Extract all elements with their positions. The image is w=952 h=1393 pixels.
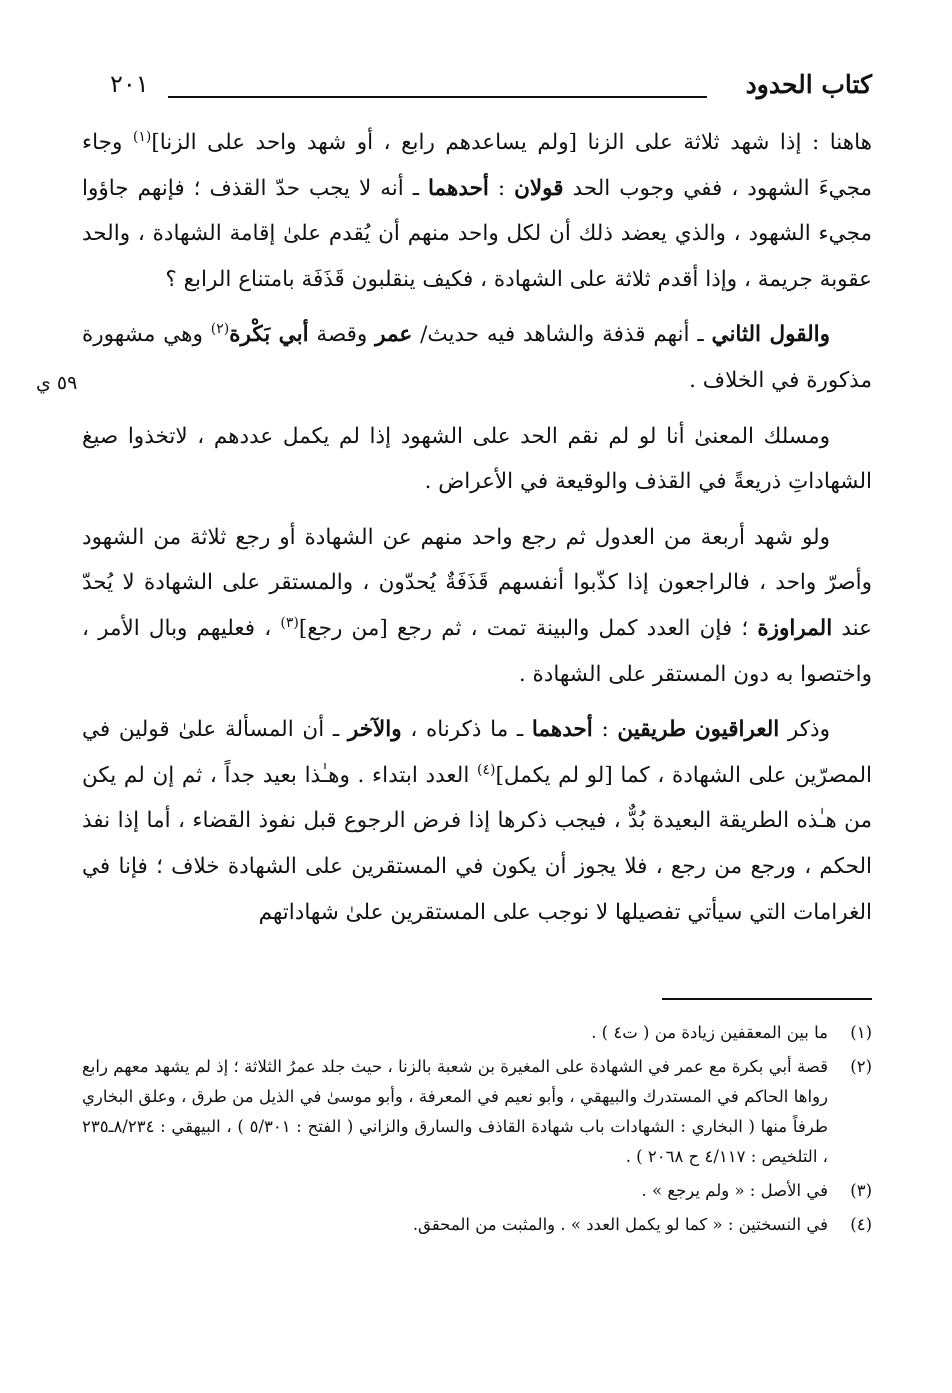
footnote-3 xyxy=(82,1176,872,1206)
footnote-separator xyxy=(662,998,872,1000)
text-run: هاهنا : إذا شهد ثلاثة على الزنا [ولم يساعدهم رابع ، أو شهد واحد على الزنا] xyxy=(151,130,872,155)
bold-term: أبي بَكْرة xyxy=(229,322,309,348)
paragraph-5 xyxy=(82,707,872,935)
bold-term: أحدهما xyxy=(428,175,489,201)
text-run: ـ أن المسألة علىٰ قولين في المصرّين على الشهادة ، كما [لو لم يكمل] xyxy=(82,717,872,788)
text-run: ـ أنهم قذفة والشاهد فيه حديث/ xyxy=(412,322,712,348)
text-run: ـ أنه لا يجب حدّ القذف ؛ فإنهم جاؤوا مجيء الشهود ، والذي يعضد ذلك أن لكل واحد منهم أن يُقدم علىٰ إقامة الشهادة ، والحد عقوبة جريمة ، وإذا أقدم ثلاثة على الشهادة ، فكيف ينقلبون قَذَفَة بامتناع الرابع ؟ xyxy=(82,175,872,292)
main-text xyxy=(82,120,872,935)
bold-term: العراقيون xyxy=(694,717,780,743)
bold-term: المراوزة xyxy=(757,615,833,641)
bold-term: والآخر xyxy=(347,717,402,743)
footnote-2 xyxy=(82,1052,872,1172)
text-run: ولو شهد أربعة من العدول ثم رجع واحد منهم عن الشهادة أو رجع ثلاثة من الشهود وأصرّ واحد ، فالراجعون إذا كذّبوا أنفسهم قَذَفَةٌ يُحدّون ، والمستقر على الشهادة لا يُحدّ عند xyxy=(82,524,872,641)
text-run: ومسلك المعنىٰ أنا لو لم نقم الحد على الشهود إذا لم يكمل عددهم ، لاتخذوا صيغ الشهاداتِ ذريعةً في القذف والوقيعة في الأعراض . xyxy=(82,423,872,495)
footnote-number: (١) xyxy=(850,1023,872,1042)
page-number: ٢٠١ xyxy=(110,70,149,98)
footnote-number: (٣) xyxy=(850,1181,872,1200)
footnote-text: في الأصل : « ولم يرجع » . xyxy=(641,1181,828,1200)
footnote-ref-3[interactable]: (٣) xyxy=(280,614,299,631)
footnote-1 xyxy=(82,1018,872,1048)
manuscript-folio-note: ٥٩ ي xyxy=(36,372,78,394)
footnote-ref-1[interactable]: (١) xyxy=(132,128,152,145)
paragraph-4 xyxy=(82,515,872,697)
footnote-text: قصة أبي بكرة مع عمر في الشهادة على المغيرة بن شعبة بالزنا ، حيث جلد عمرُ الثلاثة ؛ إذ لم يشهد معهم رابع رواها الحاكم في المستدرك والبيهقي ، وأبو نعيم في المعرفة ، وأبو موسىٰ في الذيل من طرق ، وعلق البخاري طرفاً منها ( البخاري : الشهادات باب شهادة القاذف والسارق والزاني ( الفتح : ٥/٣٠١ ) ، البيهقي : ٨/٢٣٤ـ٢٣٥ ، التلخيص : ٤/١١٧ ح ٢٠٦٨ ) . xyxy=(82,1057,828,1166)
text-run: : xyxy=(488,175,515,201)
text-run xyxy=(686,717,695,742)
footnote-4 xyxy=(82,1210,872,1240)
footnote-ref-2[interactable]: (٢) xyxy=(210,321,230,338)
text-run: : xyxy=(592,717,618,743)
bold-term: أحدهما xyxy=(531,717,593,743)
book-title: كتاب الحدود xyxy=(745,70,872,99)
text-run: وهي مشهورة مذكورة في الخلاف . xyxy=(82,322,872,393)
footnote-text: في النسختين : « كما لو يكمل العدد » . والمثبت من المحقق. xyxy=(412,1215,828,1234)
paragraph-2 xyxy=(82,312,872,403)
text-run: وقصة xyxy=(308,322,376,348)
bold-term: طريقين xyxy=(617,717,687,743)
bold-term: عمر xyxy=(375,322,413,348)
footnote-number: (٤) xyxy=(850,1215,872,1234)
bold-term: قولان xyxy=(514,175,564,201)
text-run: العدد ابتداء . وهـٰذا بعيد جداً ، ثم إن لم يكن من هـٰذه الطريقة البعيدة بُدٌّ ، فيجب ذكرها إذا فرض الرجوع قبل نفوذ القضاء ، أما إذا نفذ الحكم ، ورجع من رجع ، فلا يجوز أن يكون في المستقرين على الشهادة خلاف ؛ فإنا في الغرامات التي سيأتي تفصيلها لا نوجب على المستقرين علىٰ شهاداتهم xyxy=(82,762,872,925)
paragraph-1 xyxy=(82,120,872,302)
footnote-ref-4[interactable]: (٤) xyxy=(477,761,496,778)
text-run: وجاء مجيءَ الشهود ، ففي وجوب الحد xyxy=(82,130,872,201)
text-run: وذكر xyxy=(779,717,830,743)
paragraph-3 xyxy=(82,414,872,505)
footnote-number: (٢) xyxy=(850,1057,872,1076)
running-head xyxy=(110,70,872,110)
text-run: ـ ما ذكرناه ، xyxy=(401,717,532,743)
footnotes xyxy=(82,1018,872,1244)
text-run: ؛ فإن العدد كمل والبينة تمت ، ثم رجع [من رجع] xyxy=(298,615,758,641)
header-rule xyxy=(168,96,707,98)
bold-term: والقول الثاني xyxy=(711,322,831,348)
footnote-text: ما بين المعقفين زيادة من ( ت٤ ) . xyxy=(591,1023,828,1042)
text-run: ، فعليهم وبال الأمر ، واختصوا به دون المستقر على الشهادة . xyxy=(82,615,872,687)
